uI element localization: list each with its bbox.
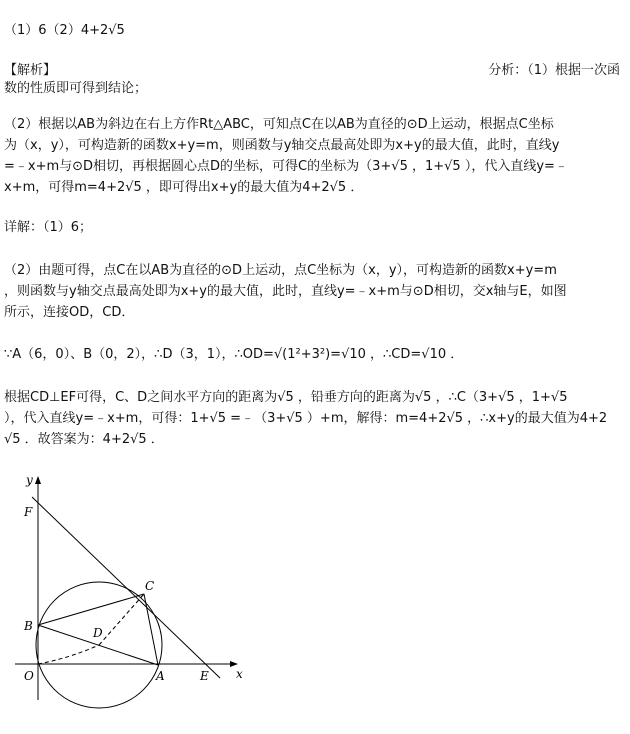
tangent-line-ef	[32, 497, 220, 678]
answer-line: （1）6（2）4+2√5	[4, 23, 125, 38]
label-e: E	[200, 669, 209, 683]
analysis-label: 分析：（1）根据一次函	[488, 63, 620, 78]
final-line-2: ），代入直线y=﹣x+m，可得：1+√5 =﹣（3+√5 ）+m，解得：m=4+2√5 ，∴x+y的最大值为4+2	[4, 411, 608, 426]
geometry-figure	[10, 470, 270, 710]
final-line-3: √5 ．故答案为：4+2√5 ．	[4, 432, 164, 447]
dashed-cd	[99, 594, 144, 645]
segment-bc	[38, 594, 144, 625]
segment-ca	[144, 594, 158, 665]
detail2-line-1: （2）由题可得，点C在以AB为直径的⊙D上运动，点C坐标为（x，y），可构造新的函数x+y=m	[4, 263, 557, 278]
label-d: D	[93, 626, 103, 640]
dashed-od	[38, 645, 99, 664]
label-x: x	[236, 667, 243, 681]
label-o: O	[24, 669, 34, 683]
label-a: A	[156, 669, 165, 683]
detail2-line-2: ，则函数与y轴交点最高处即为x+y的最大值，此时，直线y=﹣x+m与⊙D相切，交x轴与E，如图	[4, 284, 567, 299]
detail-part1: 详解：（1）6；	[4, 220, 93, 235]
part2-line-2: 为（x，y），可构造新的函数x+y=m，则函数与y轴交点最高处即为x+y的最大值，此时，直线y	[4, 138, 560, 153]
part2-line-3: =﹣x+m与⊙D相切，再根据圆心点D的坐标，可得C的坐标为（3+√5 ，1+√5 ），代入直线y=﹣	[4, 159, 568, 174]
y-axis-arrow	[35, 476, 41, 484]
detail2-line-3: 所示，连接OD，CD．	[4, 305, 135, 320]
coords-line: ∵A（6，0）、B（0，2），∴D（3，1），∴OD=√(1²+3²)=√10 ，∴CD=√10 ．	[4, 347, 464, 362]
label-f: F	[24, 505, 33, 519]
final-line-1: 根据CD⊥EF可得，C、D之间水平方向的距离为√5 ，铅垂方向的距离为√5 ，∴C（3+√5 ，1+√5	[4, 390, 568, 405]
part2-line-4: x+m，可得m=4+2√5 ，即可得出x+y的最大值为4+2√5 ．	[4, 180, 364, 195]
label-y: y	[26, 473, 33, 487]
label-b: B	[24, 619, 33, 633]
label-c: C	[145, 579, 155, 593]
analysis-continuation: 数的性质即可得到结论；	[4, 81, 148, 96]
part2-line-1: （2）根据以AB为斜边在右上方作Rt△ABC，可知点C在以AB为直径的⊙D上运动，根据点C坐标	[4, 117, 554, 132]
analysis-tag: 【解析】	[4, 63, 57, 78]
